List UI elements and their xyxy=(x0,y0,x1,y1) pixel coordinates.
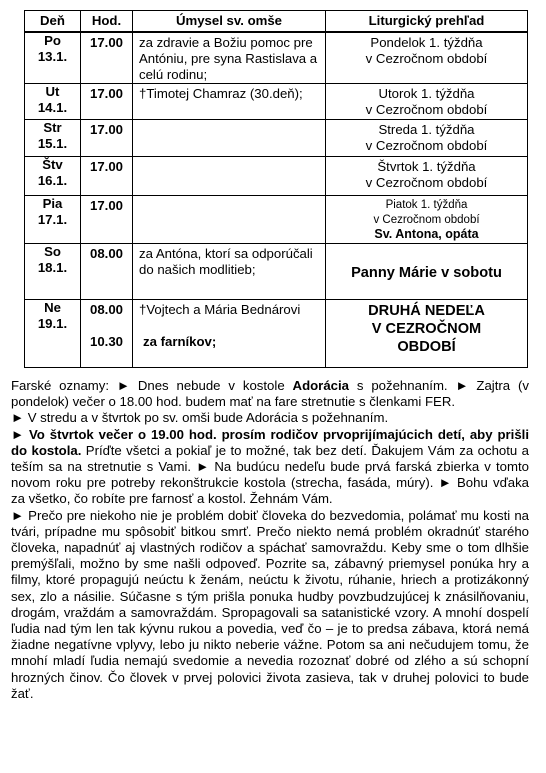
liturgy-line: v Cezročnom období xyxy=(373,213,480,226)
hour-cell: 08.00 xyxy=(81,244,133,300)
liturgy-cell xyxy=(326,196,528,244)
liturgy-line: v Cezročnom období xyxy=(365,102,488,117)
intention-cell xyxy=(133,120,326,157)
day-name: Štv xyxy=(42,157,63,172)
table-header-row xyxy=(25,11,528,33)
intention-cell: za zdravie a Božiu pomoc pre Antóniu, pre syna Rastislava a celú rodinu; xyxy=(133,32,326,84)
header-day: Deň xyxy=(25,11,81,33)
intention-cell xyxy=(133,157,326,196)
liturgy-line: v Cezročnom období xyxy=(365,175,488,190)
header-liturgy: Liturgický prehľad xyxy=(326,11,528,33)
hour-value: 10.30 xyxy=(89,334,123,349)
day-date: 17.1. xyxy=(37,212,68,227)
day-name: Str xyxy=(43,120,62,135)
header-intention: Úmysel sv. omše xyxy=(133,11,326,33)
announcement-paragraph xyxy=(11,427,529,508)
table-row xyxy=(25,300,528,368)
day-cell xyxy=(25,300,81,368)
header-hour: Hod. xyxy=(81,11,133,33)
day-name: Ne xyxy=(44,300,61,315)
intention-line: za farníkov; xyxy=(143,334,217,349)
day-name: Pia xyxy=(42,196,63,211)
hour-cell xyxy=(81,300,133,368)
day-date: 14.1. xyxy=(37,100,68,115)
liturgy-line: Streda 1. týždňa xyxy=(378,122,475,137)
table-row xyxy=(25,157,528,196)
intention-cell xyxy=(133,196,326,244)
table-row xyxy=(25,84,528,120)
hour-cell: 17.00 xyxy=(81,157,133,196)
day-cell xyxy=(25,84,81,120)
liturgy-line: OBDOBÍ xyxy=(397,339,456,355)
announcement-text: Adorácia xyxy=(292,378,349,393)
day-date: 19.1. xyxy=(37,316,68,331)
announcements-label: Farské oznamy: xyxy=(11,378,110,393)
liturgy-cell: Panny Márie v sobotu xyxy=(326,244,528,300)
mass-schedule-table xyxy=(24,10,528,368)
day-cell xyxy=(25,120,81,157)
saint-name: Sv. Antona, opáta xyxy=(374,227,479,241)
liturgy-line: Štvrtok 1. týždňa xyxy=(377,159,476,174)
announcement-text: ► Vo štvrtok večer o 19.00 hod. prosím rodičov prvoprijímajúcich detí, aby prišli do kostola. xyxy=(11,426,529,458)
hour-cell: 17.00 xyxy=(81,84,133,120)
announcement-paragraph: ► Prečo pre niekoho nie je problém dobiť človeka do bezvedomia, polámať mu kosti na tvári, prípadne mu spôsobiť bitkou smrť. Prečo niekto nemá problém okradnúť starého človeka, napadnúť aj vlastných rodičov a spáchať samovraždu. Keby sme o tom dlhšie premýšľali, možno by sme našli odpoveď. Pozrite sa, zábavný priemysel ponúka hry a filmy, ktoré propagujú neúctu k ženám, neúctu k životu, rúhanie, hriech a protizákonný sex, zlo a násilie. Súčasne s tým prišla ponuka hudby povzbudzujúcej k znásilňovaniu, drogám, vraždám a samovraždám. Spropagovali sa satanistické vzory. A mnohí dospelí ľudia nad tým len tak kývnu rukou a povedia, veď čo – je to predsa zábava, ktorá nemá žiadne negatívne vplyvy, lebo ju nikto neberie vážne. Potom sa ani nečudujem tomu, že mnohí mladí ľudia nemajú svedomie a nevedia rozoznať dobré od zlého a sú schopní hrozných činov. Čo človek v prvej polovici života zasieva, tak v druhej polovici to bude žať. xyxy=(11,507,529,701)
hour-cell: 17.00 xyxy=(81,196,133,244)
liturgy-line: Piatok 1. týždňa xyxy=(385,199,468,211)
day-cell xyxy=(25,157,81,196)
intention-cell: za Antóna, ktorí sa odporúčali do našich modlitieb; xyxy=(133,244,326,300)
hour-cell: 17.00 xyxy=(81,120,133,157)
liturgy-line: v Cezročnom období xyxy=(365,51,488,66)
liturgy-line: Utorok 1. týždňa xyxy=(378,86,475,101)
liturgy-cell xyxy=(326,120,528,157)
intention-cell xyxy=(133,300,326,368)
hour-cell: 17.00 xyxy=(81,32,133,84)
day-cell xyxy=(25,32,81,84)
table-row xyxy=(25,120,528,157)
liturgy-line: Pondelok 1. týždňa xyxy=(370,35,483,50)
table-row xyxy=(25,244,528,300)
day-date: 15.1. xyxy=(37,136,68,151)
day-name: Po xyxy=(44,33,61,48)
parish-announcements xyxy=(11,378,529,702)
announcement-paragraph: ► V stredu a v štvrtok po sv. omši bude Adorácia s požehnaním. xyxy=(11,410,389,426)
day-date: 13.1. xyxy=(37,49,68,64)
day-name: So xyxy=(44,244,61,259)
liturgy-line: V CEZROČNOM xyxy=(371,321,482,337)
announcement-text: s požehnaním. ► Zajtra (v pondelok) večer o 18.00 hod. budem mať na fare stretnutie s členkami FER. xyxy=(11,378,529,410)
hour-value: 08.00 xyxy=(89,302,123,317)
liturgy-cell xyxy=(326,84,528,120)
day-date: 16.1. xyxy=(37,173,68,188)
intention-cell: †Timotej Chamraz (30.deň); xyxy=(133,84,326,120)
announcement-text: Príďte všetci a pokiaľ je to možné, tak bez detí. Ďakujem Vám za ochotu a teším sa na stretnutie s Vami. ► Na budúcu nedeľu bude prvá farská zbierka v tomto novom roku pre potreby rekonštrukcie kostola (strecha, fasáda, múry). ► Bohu vďaka za všetko, čo robíte pre farnosť a kostol. Žehnám Vám. xyxy=(11,442,529,507)
day-name: Ut xyxy=(45,84,60,99)
announcement-paragraph xyxy=(11,378,529,410)
announcement-text: ► Dnes nebude v kostole xyxy=(109,378,293,393)
table-row xyxy=(25,196,528,244)
liturgy-line: v Cezročnom období xyxy=(365,138,488,153)
liturgy-cell xyxy=(326,157,528,196)
table-row xyxy=(25,32,528,84)
liturgy-line: DRUHÁ NEDEĽA xyxy=(368,303,485,319)
day-cell xyxy=(25,196,81,244)
day-cell xyxy=(25,244,81,300)
day-date: 18.1. xyxy=(37,260,68,275)
intention-line: †Vojtech a Mária Bednárovi xyxy=(139,302,301,317)
liturgy-cell xyxy=(326,300,528,368)
liturgy-cell xyxy=(326,32,528,84)
